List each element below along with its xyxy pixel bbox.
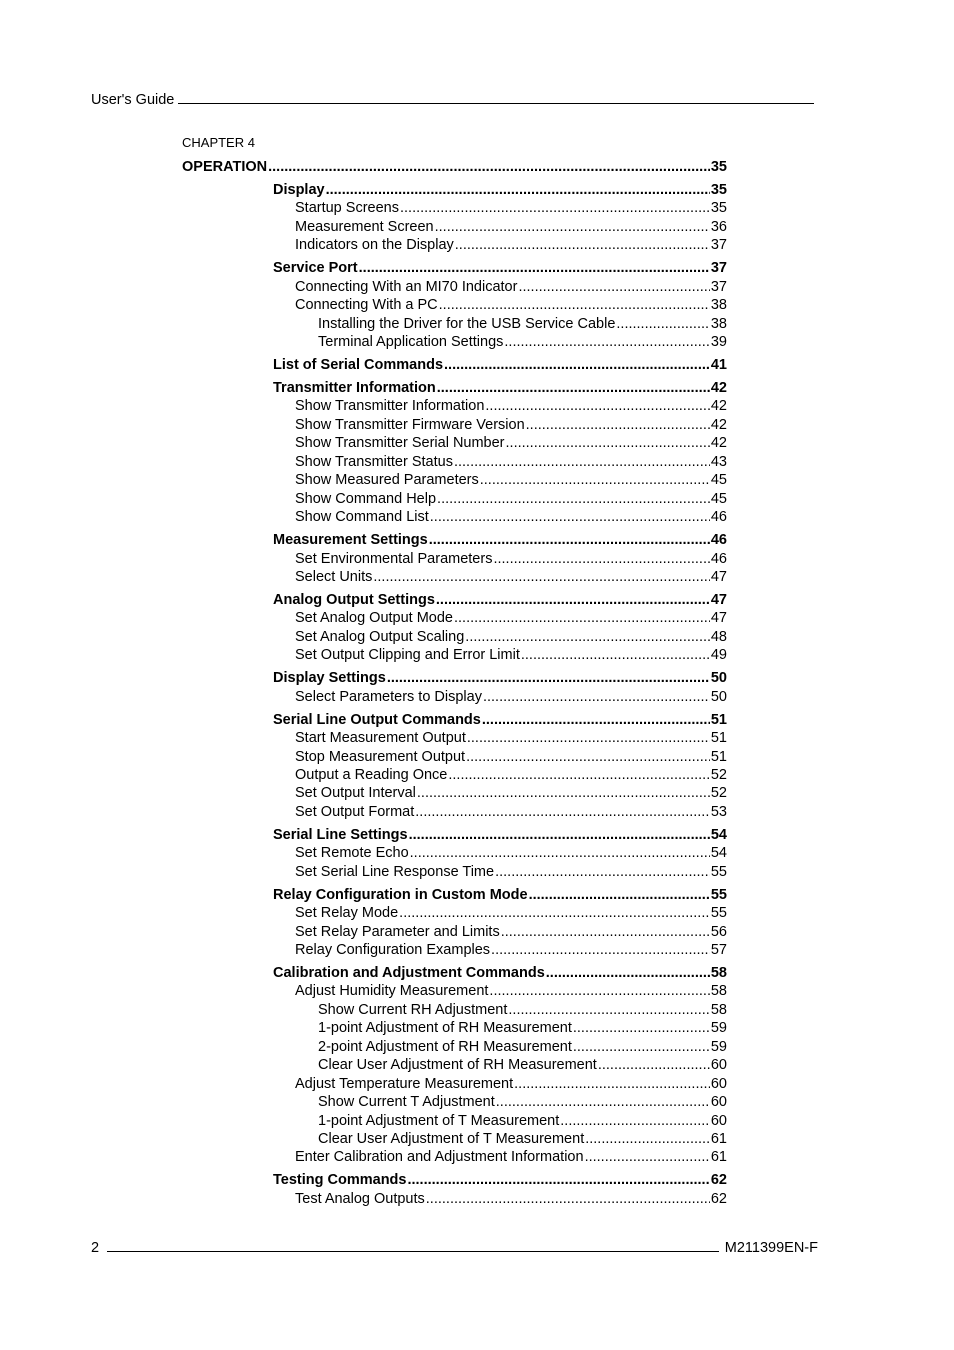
toc-entry-page: 35 — [710, 200, 727, 217]
toc-dot-leader — [585, 1148, 710, 1166]
toc-entry-page: 42 — [710, 379, 727, 396]
toc-entry-page: 55 — [710, 886, 727, 903]
toc-entry-page: 48 — [710, 628, 727, 645]
toc-entry[interactable] — [273, 711, 727, 729]
toc-dot-leader — [417, 784, 710, 802]
toc-entry-title: Service Port — [273, 260, 358, 277]
toc-entry-title: Clear User Adjustment of RH Measurement — [318, 1057, 597, 1074]
toc-dot-leader — [467, 729, 710, 747]
toc-entry-page: 56 — [710, 923, 727, 940]
toc-entry-page: 60 — [710, 1112, 727, 1129]
toc-dot-leader — [359, 259, 710, 277]
toc-entry-title: Show Command Help — [295, 490, 437, 507]
toc-entry-page: 43 — [710, 453, 727, 470]
toc-dot-leader — [508, 1001, 709, 1019]
toc-entry-page: 39 — [710, 334, 727, 351]
toc-entry-title: Enter Calibration and Adjustment Information — [295, 1149, 584, 1166]
toc-entry-title: Display — [273, 181, 325, 198]
toc-entry-title: 2-point Adjustment of RH Measurement — [318, 1038, 572, 1055]
toc-entry-page: 60 — [710, 1075, 727, 1092]
toc-entry[interactable] — [273, 379, 727, 397]
toc-entry-page: 62 — [710, 1190, 727, 1207]
toc-entry-title: Display Settings — [273, 670, 386, 687]
toc-entry[interactable] — [295, 646, 727, 664]
toc-entry-page: 52 — [710, 766, 727, 783]
toc-dot-leader — [436, 591, 710, 609]
toc-entry-page: 42 — [710, 416, 727, 433]
toc-dot-leader — [387, 669, 710, 687]
toc-entry-title: Terminal Application Settings — [318, 334, 504, 351]
toc-entry[interactable] — [318, 333, 727, 351]
toc-dot-leader — [573, 1019, 710, 1037]
toc-entry-title: Test Analog Outputs — [295, 1190, 425, 1207]
toc-dot-leader — [495, 863, 710, 881]
toc-entry[interactable] — [182, 158, 727, 176]
toc-entry[interactable] — [295, 923, 727, 941]
toc-entry-title: Set Environmental Parameters — [295, 550, 493, 567]
header-title: User's Guide — [91, 92, 175, 108]
toc-entry[interactable] — [295, 1190, 727, 1208]
toc-entry[interactable] — [318, 1093, 727, 1111]
toc-entry-page: 37 — [710, 278, 727, 295]
toc-dot-leader — [454, 453, 710, 471]
toc-entry-title: Show Current T Adjustment — [318, 1094, 495, 1111]
toc-entry-page: 41 — [710, 357, 727, 373]
toc-dot-leader — [465, 628, 710, 646]
toc-entry[interactable] — [295, 397, 727, 415]
toc-entry[interactable] — [273, 886, 727, 904]
toc-dot-leader — [501, 923, 710, 941]
toc-entry[interactable] — [295, 199, 727, 217]
toc-entry-title: 1-point Adjustment of T Measurement — [318, 1112, 560, 1129]
toc-dot-leader — [437, 379, 710, 397]
toc-entry-title: Analog Output Settings — [273, 591, 435, 608]
toc-entry-title: Relay Configuration Examples — [295, 942, 491, 958]
toc-dot-leader — [399, 904, 710, 922]
toc-entry[interactable] — [318, 1056, 727, 1074]
toc-entry-title: Adjust Temperature Measurement — [295, 1075, 514, 1092]
toc-entry-page: 52 — [710, 785, 727, 802]
toc-entry-title: Show Transmitter Firmware Version — [295, 416, 525, 433]
toc-entry-page: 58 — [710, 1001, 727, 1018]
toc-dot-leader — [518, 278, 709, 296]
toc-entry-page: 54 — [710, 826, 727, 843]
toc-dot-leader — [268, 158, 710, 176]
footer-rule — [107, 1238, 719, 1252]
toc-dot-leader — [437, 490, 710, 508]
toc-entry-title: Show Transmitter Status — [295, 453, 453, 470]
toc-entry-title: Relay Configuration in Custom Mode — [273, 886, 528, 903]
toc-dot-leader — [483, 688, 710, 706]
toc-entry-page: 42 — [710, 435, 727, 452]
toc-entry-page: 59 — [710, 1038, 727, 1055]
toc-entry[interactable] — [295, 803, 727, 821]
toc-dot-leader — [514, 1075, 710, 1093]
toc-entry-title: Connecting With an MI70 Indicator — [295, 278, 518, 295]
toc-entry-title: Start Measurement Output — [295, 730, 466, 747]
toc-dot-leader — [415, 803, 710, 821]
toc-entry[interactable] — [295, 1075, 727, 1093]
toc-entry-page: 46 — [710, 509, 727, 526]
toc-dot-leader — [426, 1190, 710, 1208]
toc-entry-title: Show Transmitter Serial Number — [295, 435, 505, 452]
toc-entry-title: Select Units — [295, 568, 373, 585]
toc-entry-title: Set Analog Output Scaling — [295, 628, 465, 645]
toc-entry[interactable] — [295, 982, 727, 1000]
toc-dot-leader — [496, 1093, 710, 1111]
footer-doc-code: M211399EN-F — [724, 1240, 818, 1256]
toc-entry-page: 62 — [710, 1172, 727, 1189]
toc-entry-title: Show Measured Parameters — [295, 472, 479, 489]
toc-entry[interactable] — [295, 278, 727, 296]
toc-entry[interactable] — [295, 844, 727, 862]
toc-entry[interactable] — [318, 1001, 727, 1019]
toc-entry-title: Set Analog Output Mode — [295, 610, 453, 627]
toc-entry-page: 47 — [710, 568, 727, 585]
toc-dot-leader — [410, 844, 710, 862]
toc-dot-leader — [573, 1038, 710, 1056]
toc-entry-page: 53 — [710, 803, 727, 820]
toc-dot-leader — [455, 236, 710, 254]
toc-entry-title: Installing the Driver for the USB Service Cable — [318, 315, 616, 332]
toc-entry[interactable] — [295, 628, 727, 646]
toc-dot-leader — [430, 508, 710, 526]
toc-entry-page: 47 — [710, 610, 727, 627]
toc-entry-page: 55 — [710, 863, 727, 880]
toc-entry[interactable] — [295, 508, 727, 526]
toc-entry[interactable] — [295, 550, 727, 568]
toc-entry-title: Clear User Adjustment of T Measurement — [318, 1131, 585, 1147]
toc-dot-leader — [454, 609, 710, 627]
toc-entry-page: 60 — [710, 1057, 727, 1074]
toc-entry-page: 42 — [710, 398, 727, 415]
toc-dot-leader — [616, 315, 709, 333]
toc-entry-title: Show Current RH Adjustment — [318, 1001, 508, 1018]
toc-entry[interactable] — [295, 218, 727, 236]
toc-entry-title: Select Parameters to Display — [295, 688, 482, 705]
toc-dot-leader — [409, 826, 710, 844]
toc-entry-title: Serial Line Settings — [273, 826, 408, 843]
toc-entry-title: Measurement Screen — [295, 218, 434, 235]
toc-entry[interactable] — [295, 609, 727, 627]
toc-dot-leader — [506, 434, 710, 452]
toc-entry-page: 36 — [710, 218, 727, 235]
toc-entry[interactable] — [318, 1019, 727, 1037]
toc-entry[interactable] — [273, 591, 727, 609]
toc-entry-title: Set Relay Parameter and Limits — [295, 923, 500, 940]
toc-entry[interactable] — [273, 259, 727, 277]
toc-entry-title: Output a Reading Once — [295, 766, 448, 783]
toc-entry-title: Startup Screens — [295, 200, 399, 217]
toc-entry[interactable] — [273, 356, 727, 374]
toc-entry-page: 37 — [710, 260, 727, 277]
toc-entry[interactable] — [295, 490, 727, 508]
toc-entry-title: Testing Commands — [273, 1172, 407, 1189]
toc-entry-page: 57 — [710, 942, 727, 958]
toc-entry[interactable] — [295, 766, 727, 784]
toc-dot-leader — [546, 964, 710, 982]
toc-entry-title: Set Relay Mode — [295, 905, 399, 922]
toc-dot-leader — [429, 531, 710, 549]
chapter-label: CHAPTER 4 — [182, 135, 255, 150]
toc-entry-title: Serial Line Output Commands — [273, 711, 481, 728]
toc-entry-page: 35 — [710, 159, 727, 175]
toc-entry-page: 59 — [710, 1020, 727, 1037]
toc-entry-title: 1-point Adjustment of RH Measurement — [318, 1020, 572, 1037]
toc-dot-leader — [466, 748, 710, 766]
toc-entry-title: Adjust Humidity Measurement — [295, 983, 489, 1000]
toc-dot-leader — [480, 471, 710, 489]
toc-entry[interactable] — [318, 1130, 727, 1148]
toc-entry-title: Set Output Interval — [295, 785, 416, 802]
toc-entry-page: 49 — [710, 647, 727, 664]
toc-dot-leader — [444, 356, 710, 374]
toc-entry-title: Connecting With a PC — [295, 297, 438, 314]
toc-entry[interactable] — [295, 453, 727, 471]
toc-entry[interactable] — [295, 863, 727, 881]
toc-entry-title: Set Output Format — [295, 803, 415, 820]
toc-entry[interactable] — [273, 181, 727, 199]
toc-entry[interactable] — [295, 688, 727, 706]
toc-entry[interactable] — [273, 531, 727, 549]
toc-entry-page: 45 — [710, 490, 727, 507]
toc-entry-page: 60 — [710, 1094, 727, 1111]
toc-entry-page: 50 — [710, 688, 727, 705]
toc-entry[interactable] — [295, 729, 727, 747]
toc-dot-leader — [489, 982, 709, 1000]
toc-entry-page: 51 — [710, 748, 727, 765]
toc-entry[interactable] — [295, 748, 727, 766]
toc-entry-title: Set Remote Echo — [295, 845, 409, 862]
toc-dot-leader — [400, 199, 710, 217]
toc-dot-leader — [493, 550, 709, 568]
toc-entry-title: Show Transmitter Information — [295, 398, 485, 415]
toc-entry[interactable] — [295, 784, 727, 802]
toc-entry[interactable] — [295, 904, 727, 922]
toc-entry-title: List of Serial Commands — [273, 357, 444, 373]
toc-entry-title: Indicators on the Display — [295, 237, 454, 254]
toc-entry-page: 45 — [710, 472, 727, 489]
toc-entry[interactable] — [295, 296, 727, 314]
toc-dot-leader — [485, 397, 709, 415]
toc-dot-leader — [521, 646, 710, 664]
toc-entry-page: 38 — [710, 315, 727, 332]
toc-entry-page: 51 — [710, 711, 727, 728]
toc-dot-leader — [504, 333, 709, 351]
toc-entry[interactable] — [318, 1038, 727, 1056]
toc-entry[interactable] — [295, 471, 727, 489]
page-footer — [91, 1238, 818, 1257]
toc-entry[interactable] — [295, 568, 727, 586]
toc-entry-title: Show Command List — [295, 509, 429, 526]
toc-entry-title: OPERATION — [182, 159, 268, 175]
toc-entry-page: 37 — [710, 237, 727, 254]
toc-dot-leader — [482, 711, 710, 729]
toc-entry-page: 54 — [710, 845, 727, 862]
toc-dot-leader — [526, 416, 710, 434]
toc-entry-title: Transmitter Information — [273, 379, 436, 396]
toc-entry[interactable] — [273, 964, 727, 982]
toc-entry[interactable] — [295, 416, 727, 434]
toc-entry-title: Measurement Settings — [273, 532, 428, 549]
toc-dot-leader — [439, 296, 710, 314]
toc-entry-page: 61 — [710, 1149, 727, 1166]
toc-entry-page: 47 — [710, 591, 727, 608]
toc-entry[interactable] — [318, 1112, 727, 1130]
toc-dot-leader — [585, 1130, 710, 1148]
toc-dot-leader — [373, 568, 709, 586]
toc-entry-title: Set Serial Line Response Time — [295, 863, 495, 880]
toc-dot-leader — [560, 1112, 710, 1130]
toc-entry[interactable] — [318, 315, 727, 333]
toc-entry[interactable] — [295, 236, 727, 254]
toc-dot-leader — [491, 941, 710, 959]
toc-entry-page: 61 — [710, 1131, 727, 1147]
toc-entry-page: 50 — [710, 670, 727, 687]
toc-dot-leader — [529, 886, 710, 904]
toc-entry-page: 35 — [710, 181, 727, 198]
toc-entry[interactable] — [295, 434, 727, 452]
toc-entry[interactable] — [273, 669, 727, 687]
toc-entry[interactable] — [273, 1171, 727, 1189]
toc-entry-page: 55 — [710, 905, 727, 922]
toc-entry[interactable] — [295, 941, 727, 959]
toc-dot-leader — [448, 766, 710, 784]
toc-dot-leader — [326, 181, 710, 199]
toc-entry[interactable] — [273, 826, 727, 844]
toc-entry-page: 51 — [710, 730, 727, 747]
toc-dot-leader — [407, 1171, 709, 1189]
toc-dot-leader — [598, 1056, 710, 1074]
toc-entry-title: Calibration and Adjustment Commands — [273, 964, 545, 981]
toc-entry[interactable] — [295, 1148, 727, 1166]
toc-entry-title: Stop Measurement Output — [295, 748, 466, 765]
toc-entry-page: 46 — [710, 550, 727, 567]
footer-page-number: 2 — [91, 1240, 100, 1256]
toc-entry-page: 58 — [710, 983, 727, 1000]
toc-entry-page: 58 — [710, 964, 727, 981]
toc-dot-leader — [435, 218, 710, 236]
toc-entry-page: 38 — [710, 297, 727, 314]
toc-entry-page: 46 — [710, 532, 727, 549]
toc-entry-title: Set Output Clipping and Error Limit — [295, 647, 520, 664]
